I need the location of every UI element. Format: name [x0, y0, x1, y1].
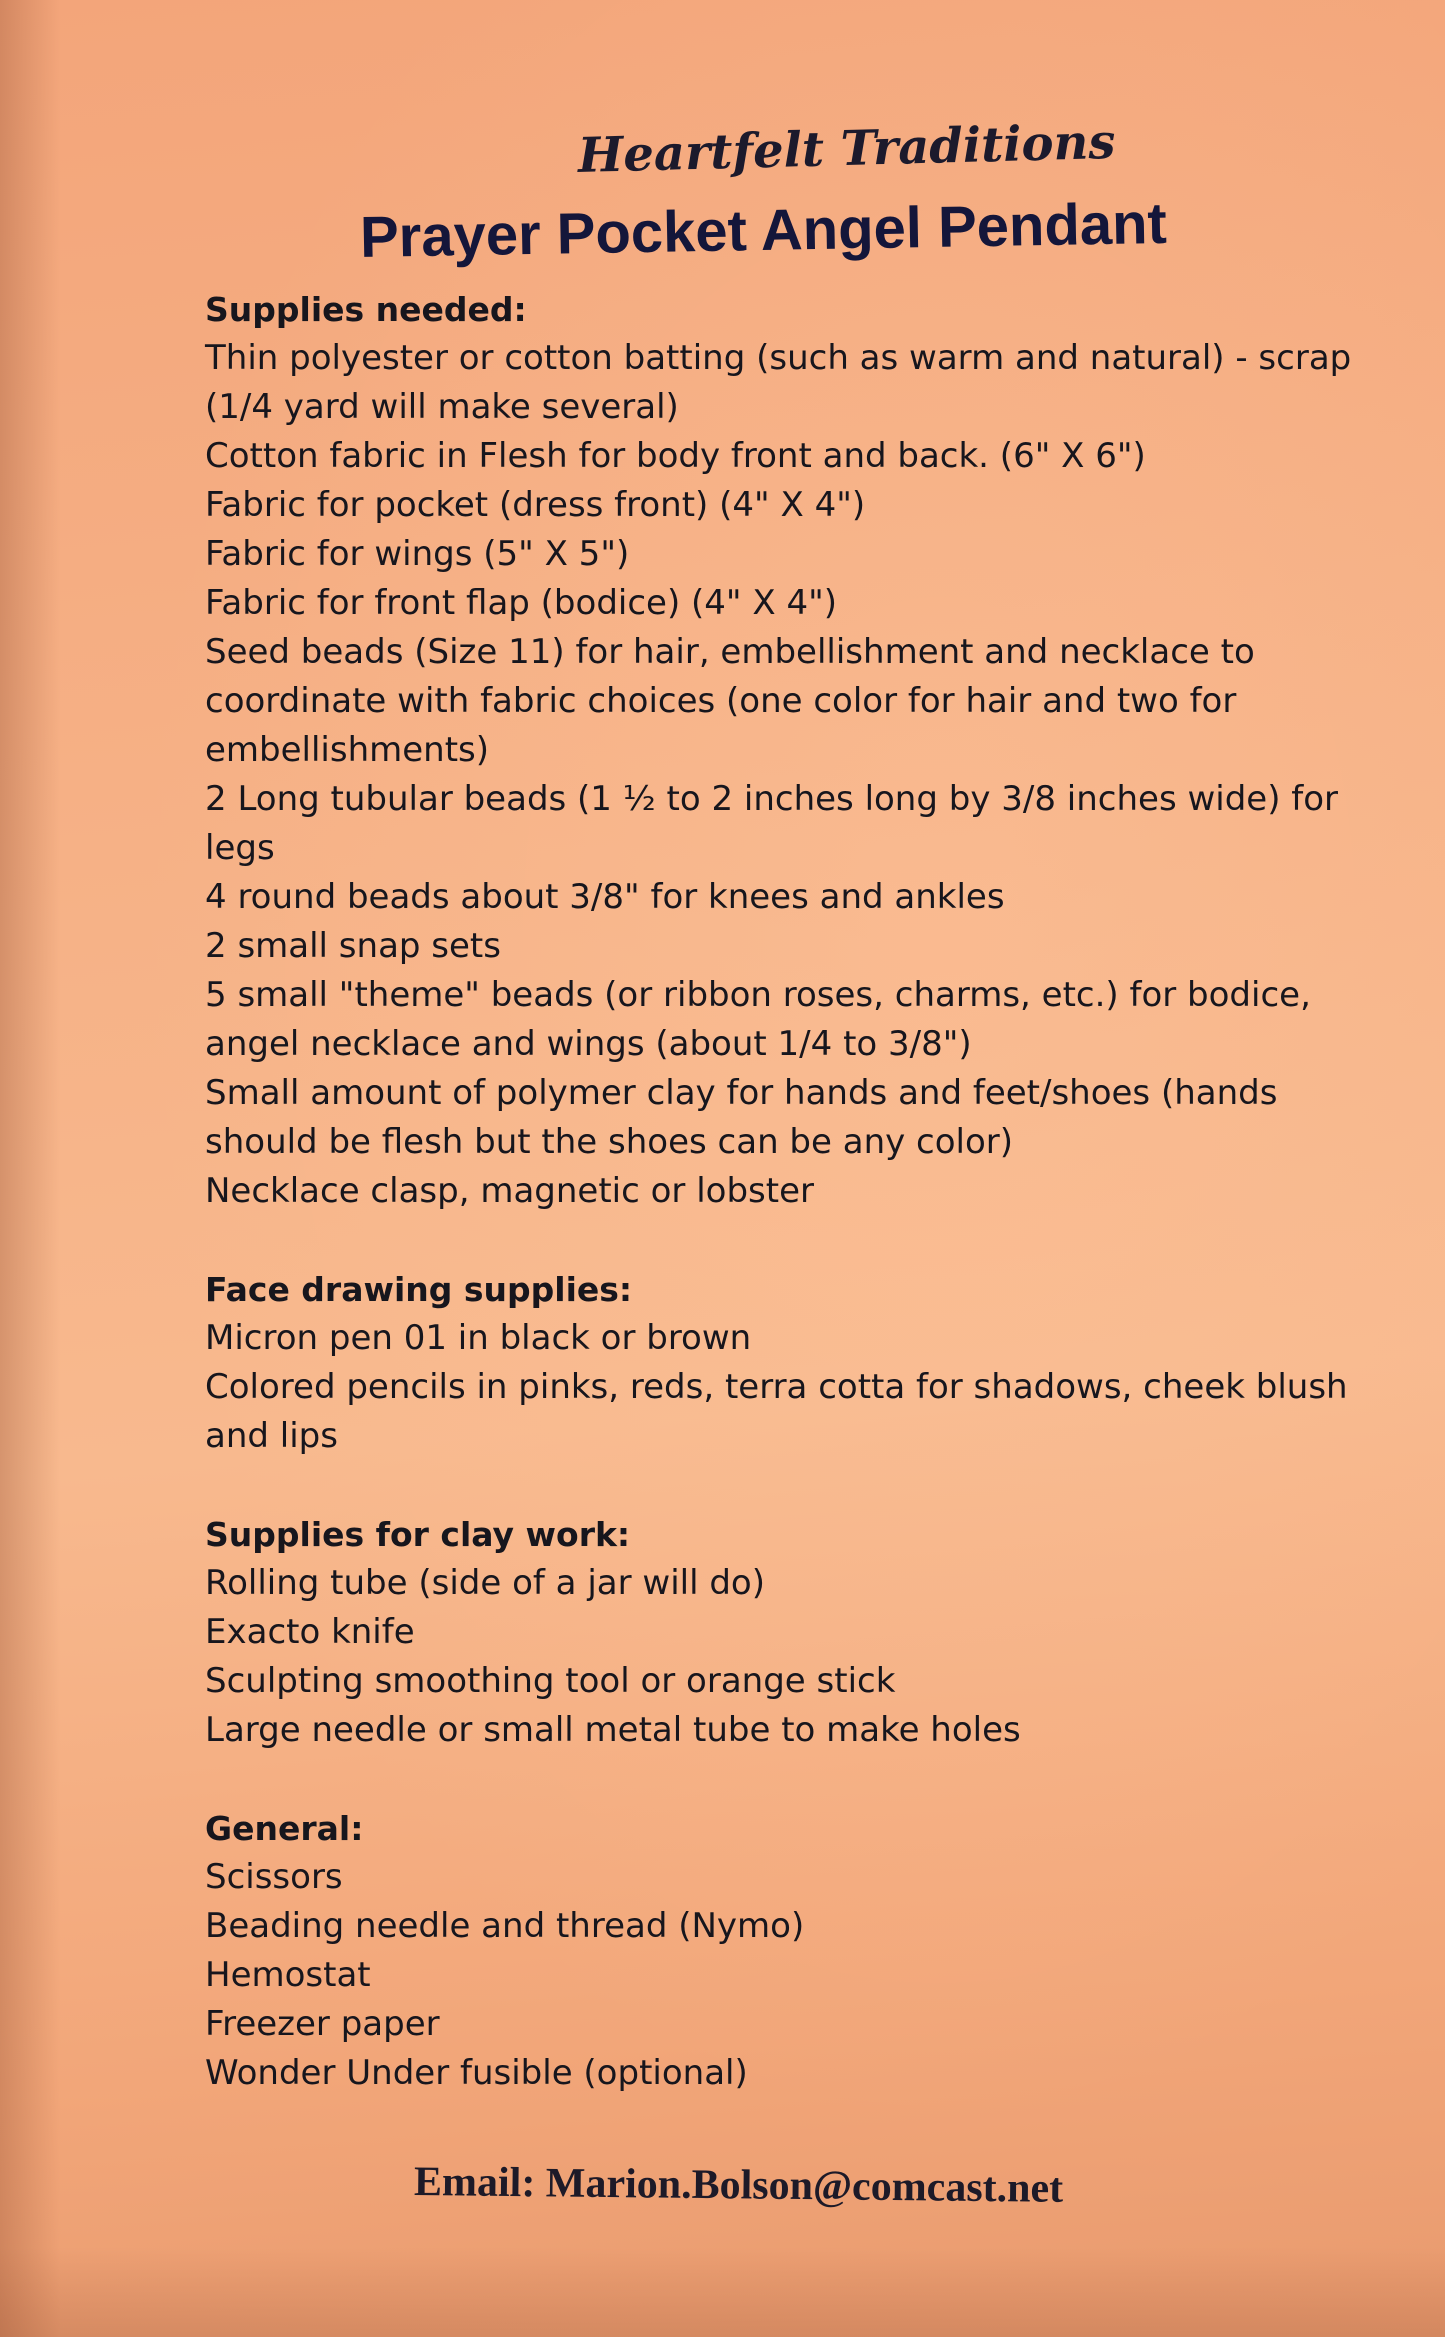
list-item: 2 Long tubular beads (1 ½ to 2 inches long by 3/8 inches wide) for legs: [205, 779, 1339, 868]
list-item: Wonder Under fusible (optional): [205, 2053, 748, 2093]
brand-name: Heartfelt Traditions: [577, 113, 1117, 184]
supply-list: [205, 1314, 1385, 1461]
section-clay-work-supplies: [205, 1510, 1385, 1755]
list-item: Small amount of polymer clay for hands and feet/shoes (hands should be flesh but the shoes can be any color): [205, 1073, 1278, 1162]
list-item: Micron pen 01 in black or brown: [205, 1318, 752, 1358]
supply-sections: [205, 285, 1385, 2147]
section-heading: Supplies for clay work:: [205, 1515, 631, 1554]
supply-list: [205, 1853, 1385, 2098]
list-item: Fabric for wings (5" X 5"): [205, 534, 630, 574]
list-item: 5 small "theme" beads (or ribbon roses, charms, etc.) for bodice, angel necklace and wings (about 1/4 to 3/8"): [205, 975, 1311, 1064]
list-item: Beading needle and thread (Nymo): [205, 1906, 805, 1946]
section-heading: Supplies needed:: [205, 290, 527, 329]
supply-list: [205, 334, 1385, 1216]
list-item: Freezer paper: [205, 2004, 440, 2044]
section-face-drawing-supplies: [205, 1265, 1385, 1461]
section-supplies-needed: [205, 285, 1385, 1216]
list-item: Scissors: [205, 1857, 343, 1897]
list-item: Exacto knife: [205, 1612, 415, 1652]
list-item: Fabric for pocket (dress front) (4" X 4"): [205, 485, 866, 525]
list-item: Cotton fabric in Flesh for body front and back. (6" X 6"): [205, 436, 1146, 476]
page-shadow-left: [0, 0, 60, 2337]
supply-list: [205, 1559, 1385, 1755]
list-item: Sculpting smoothing tool or orange stick: [205, 1661, 896, 1701]
page-shadow-bottom: [0, 2247, 1445, 2337]
contact-email: Email: Marion.Bolson@comcast.net: [413, 2159, 1064, 2212]
pattern-title: Prayer Pocket Angel Pendant: [359, 190, 1168, 270]
list-item: Necklace clasp, magnetic or lobster: [205, 1171, 814, 1211]
section-heading: General:: [205, 1809, 364, 1848]
section-heading: Face drawing supplies:: [205, 1270, 633, 1309]
list-item: Thin polyester or cotton batting (such as warm and natural) - scrap (1/4 yard will make several): [205, 338, 1352, 427]
list-item: 4 round beads about 3/8" for knees and ankles: [205, 877, 1005, 917]
list-item: 2 small snap sets: [205, 926, 501, 966]
list-item: Colored pencils in pinks, reds, terra cotta for shadows, cheek blush and lips: [205, 1367, 1348, 1456]
list-item: Large needle or small metal tube to make holes: [205, 1710, 1021, 1750]
section-general: [205, 1804, 1385, 2098]
list-item: Fabric for front flap (bodice) (4" X 4"): [205, 583, 838, 623]
list-item: Hemostat: [205, 1955, 371, 1995]
list-item: Rolling tube (side of a jar will do): [205, 1563, 765, 1603]
list-item: Seed beads (Size 11) for hair, embellishment and necklace to coordinate with fabric choices (one color for hair and two for embellishments): [205, 632, 1255, 770]
